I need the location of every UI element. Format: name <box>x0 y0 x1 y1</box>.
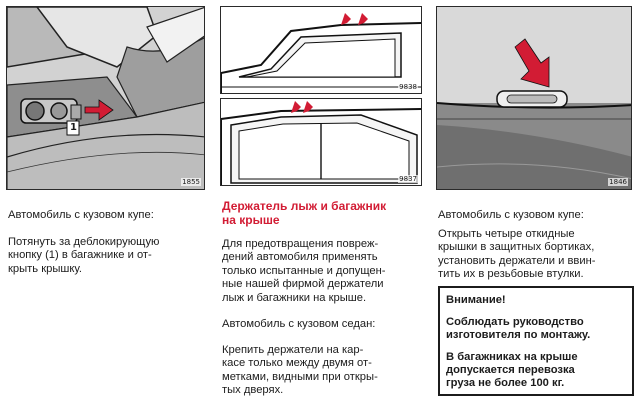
notice-line: В багажниках на крыше <box>446 351 578 363</box>
sedan-door-drawing <box>221 99 422 186</box>
sedan-roof-illustration <box>220 98 422 186</box>
body-line: дений автомобиля применять <box>222 251 378 264</box>
heading-line: Держатель лыж и багажник <box>222 199 387 213</box>
marker-arrow-icon <box>341 13 351 25</box>
coupe-subheading: Автомобиль с кузовом купе: <box>8 209 154 221</box>
body-line: метками, видными при откры- <box>222 370 378 383</box>
figure-number: 1855 <box>182 178 200 186</box>
marker-arrow-icon <box>358 13 368 25</box>
body-line: ные нашей фирмой держатели <box>222 278 384 291</box>
notice-load-limit <box>446 351 626 390</box>
body-line: Открыть четыре откидные <box>438 228 575 240</box>
notice-line: изготовителя по монтажу. <box>446 329 591 341</box>
body-line: Крепить держатели на кар- <box>222 344 364 356</box>
sedan-subheading: Автомобиль с кузовом седан: <box>222 318 376 330</box>
coupe-roof-illustration <box>220 6 422 94</box>
roof-rail-drawing <box>437 7 632 190</box>
callout-number: 1 <box>70 122 77 133</box>
notice-line: Соблюдать руководство <box>446 316 584 328</box>
body-line: касе только между двумя от- <box>222 357 372 370</box>
trunk-interior-drawing <box>7 7 205 190</box>
notice-line: допускается перевозка <box>446 364 575 376</box>
body-line: тых дверях. <box>222 384 284 397</box>
intro-paragraph <box>222 238 386 305</box>
body-line: крышки в защитных бортиках, <box>438 241 595 254</box>
body-line: Для предотвращения повреж- <box>222 238 379 250</box>
notice-instructions <box>446 316 626 342</box>
roof-mount-illustration <box>436 6 632 190</box>
left-body-text <box>8 236 159 276</box>
heading-line: на крыше <box>222 213 280 227</box>
figure-number: 1846 <box>609 178 627 186</box>
body-line: только испытанные и допущен- <box>222 264 386 277</box>
body-line: кнопку (1) в багажнике и от- <box>8 249 152 262</box>
coupe-window-drawing <box>221 7 422 94</box>
warning-notice-box <box>438 286 634 396</box>
middle-column <box>214 0 428 405</box>
body-line: крыть крышку. <box>8 262 82 275</box>
figure-number: 9837 <box>399 175 417 183</box>
body-line: лыж и багажники на крыше. <box>222 291 367 304</box>
sedan-paragraph <box>222 344 378 398</box>
figure-number: 9838 <box>399 83 417 91</box>
trunk-release-illustration <box>6 6 205 190</box>
notice-title: Внимание! <box>446 294 506 306</box>
right-body-text <box>438 228 596 282</box>
notice-line: груза не более 100 кг. <box>446 377 565 389</box>
left-column <box>0 0 212 405</box>
body-line: установить держатели и ввин- <box>438 254 596 267</box>
body-line: Потянуть за деблокирующую <box>8 236 160 248</box>
coupe-subheading: Автомобиль с кузовом купе: <box>438 209 584 221</box>
body-line: тить их в резьбовые втулки. <box>438 268 584 281</box>
section-heading <box>222 199 386 227</box>
right-column <box>430 0 640 405</box>
